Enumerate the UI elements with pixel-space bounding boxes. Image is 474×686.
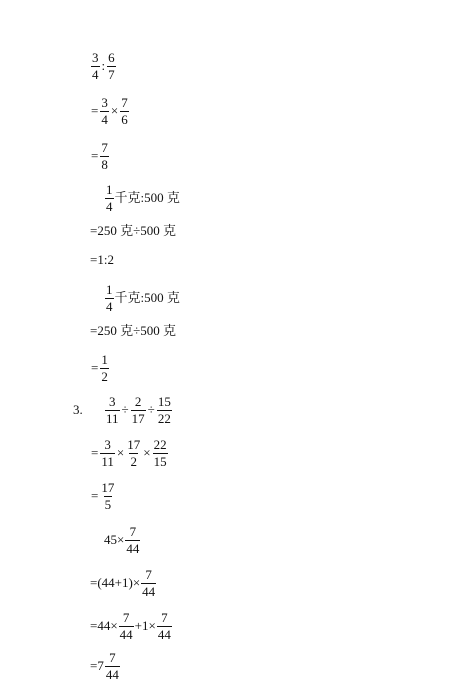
divide-operator: ÷ [147, 402, 155, 417]
expr-product: 45× $\frac{7}{44}$ [104, 523, 140, 556]
expr-distributive: =44× $\frac{7}{44}$ +1× $\frac{7}{44}$ [90, 609, 171, 642]
fraction: $\frac{22}{15}$ [153, 436, 167, 469]
fraction: $\frac{7}{44}$ [157, 609, 171, 642]
fraction: $\frac{2}{17}$ [131, 393, 145, 426]
expr-result: = $\frac{17}{5}$ [91, 479, 115, 512]
divide-operator: ÷ [121, 402, 129, 417]
times-operator: × [116, 445, 125, 460]
fraction: $\frac{1}{2}$ [101, 351, 108, 384]
fraction: $\frac{3}{4}$ [101, 94, 108, 127]
expr-ratio-fractions [90, 46, 117, 86]
question-number: 3. [73, 402, 83, 417]
fraction: $\frac{7}{44}$ [142, 566, 156, 599]
expr-mass-ratio: $\frac{1}{4}$ 千克:500 克 [106, 281, 180, 314]
fraction: $\frac{7}{44}$ [105, 649, 119, 682]
expr-multiply-reciprocal: = $\frac{3}{4}$ × $\frac{7}{6}$ [91, 94, 128, 127]
fraction: $\frac{3}{4}$ [92, 49, 99, 82]
fraction: $\frac{15}{22}$ [157, 393, 171, 426]
fraction: $\frac{17}{5}$ [101, 479, 115, 512]
fraction: $\frac{1}{4}$ [106, 181, 113, 214]
expr-result: = $\frac{7}{8}$ [91, 139, 108, 172]
times-operator: × [110, 103, 119, 118]
fraction: $\frac{3}{11}$ [106, 393, 119, 426]
expr-division-chain [104, 390, 173, 430]
colon-operator: : [101, 58, 106, 73]
fraction: $\frac{6}{7}$ [108, 49, 115, 82]
fraction: $\frac{7}{6}$ [121, 94, 128, 127]
expr-result: = $\frac{1}{2}$ [91, 351, 108, 384]
expr-mixed-result: =7 $\frac{7}{44}$ [90, 649, 119, 682]
fraction: $\frac{7}{44}$ [119, 609, 133, 642]
expr-split-product: =(44+1)× $\frac{7}{44}$ [90, 566, 156, 599]
fraction: $\frac{3}{11}$ [101, 436, 114, 469]
times-operator: × [143, 445, 151, 460]
expr-mass-division: =250 克÷500 克 [90, 323, 176, 338]
fraction: $\frac{7}{8}$ [101, 139, 108, 172]
expr-ratio-result: =1:2 [90, 252, 114, 267]
expr-multiply-chain: = $\frac{3}{11}$ × $\frac{17}{2}$ × $\frac{22}{15}$ [91, 436, 167, 469]
expr-mass-ratio: $\frac{1}{4}$ 千克:500 克 [106, 181, 180, 214]
fraction: $\frac{1}{4}$ [106, 281, 113, 314]
fraction: $\frac{17}{2}$ [127, 436, 141, 469]
fraction: $\frac{7}{44}$ [126, 523, 140, 556]
expr-mass-division: =250 克÷500 克 [90, 223, 176, 238]
